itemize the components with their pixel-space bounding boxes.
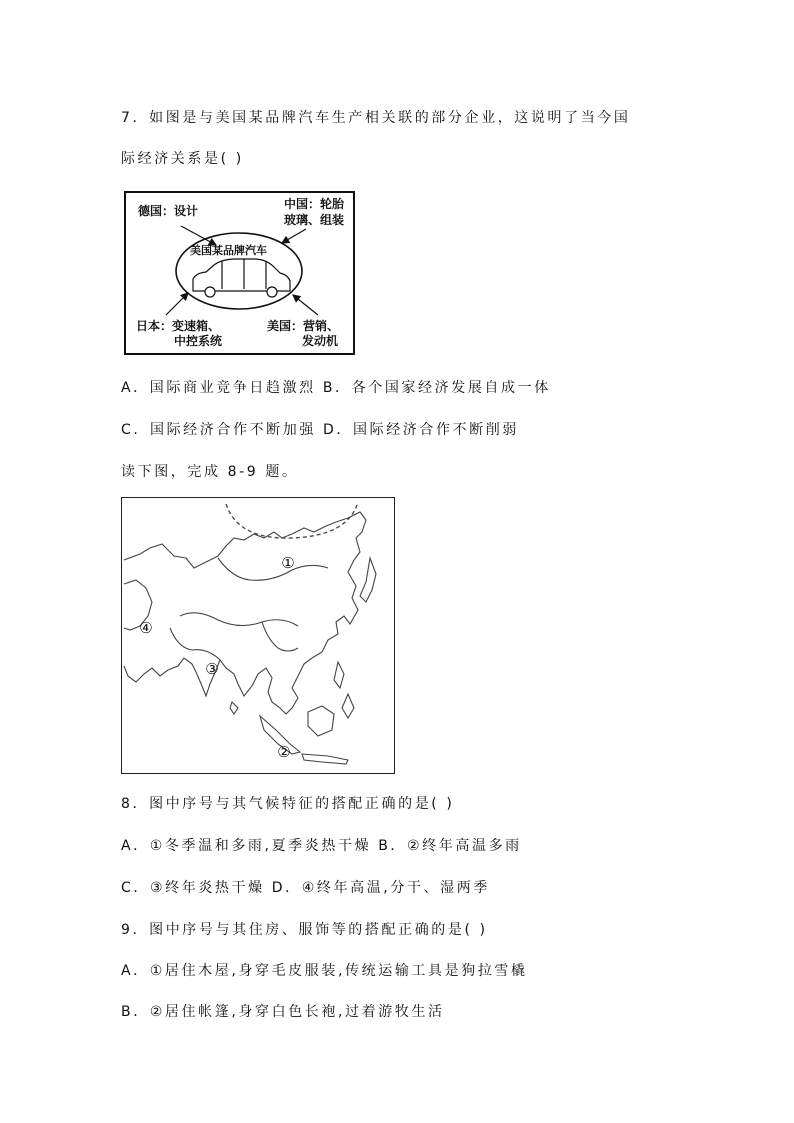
q7-stem-line2: 际经济关系是( ): [121, 151, 244, 167]
label-germany: 德国：设计: [138, 204, 199, 218]
intro-8-9: 读下图，完成 8-9 题。: [121, 464, 299, 480]
label-japan-1: 日本：变速箱、: [136, 319, 221, 333]
sri-lanka: [230, 702, 238, 714]
q8-option-cd: C．③终年炎热干燥 D．④终年高温,分干、湿两季: [121, 880, 490, 896]
map-label-4: ④: [139, 619, 153, 637]
label-center: 美国某品牌汽车: [190, 244, 267, 257]
japan-islands: [360, 558, 376, 602]
borneo: [308, 706, 334, 736]
q8-stem: 8．图中序号与其气候特征的搭配正确的是( ): [121, 796, 455, 812]
inner-border-2: [218, 558, 328, 580]
q9-stem: 9．图中序号与其住房、服饰等的搭配正确的是( ): [121, 922, 488, 938]
asia-map: [121, 497, 395, 774]
arrow-japan: [166, 293, 188, 315]
q8-option-ab: A．①冬季温和多雨,夏季炎热干燥 B．②终年高温多雨: [121, 838, 522, 854]
label-china-1: 中国：轮胎: [284, 197, 345, 211]
inner-border-4: [262, 622, 298, 651]
map-label-1: ①: [281, 554, 295, 572]
car-icon: [193, 259, 290, 297]
map-label-2: ②: [277, 743, 291, 761]
label-china-2: 玻璃、组装: [284, 213, 345, 227]
map-label-3: ③: [205, 660, 219, 678]
label-usa-1: 美国：营销、: [267, 319, 340, 333]
sumatra-java: [260, 716, 348, 764]
label-japan-2: 中控系统: [174, 334, 223, 348]
arrow-usa: [293, 295, 318, 315]
q7-stem-line1: 7．如图是与美国某品牌汽车生产相关联的部分企业，这说明了当今国: [121, 110, 631, 126]
label-usa-2: 发动机: [302, 334, 339, 348]
q9-option-b: B．②居住帐篷,身穿白色长袍,过着游牧生活: [121, 1004, 445, 1020]
taiwan-philippines: [334, 662, 354, 718]
q7-options-line2: C．国际经济合作不断加强 D．国际经济合作不断削弱: [121, 422, 520, 438]
arctic-circle: [226, 502, 358, 538]
inner-border-1: [180, 613, 298, 626]
inner-border-3: [170, 628, 220, 660]
arrow-china: [282, 229, 306, 243]
asia-coastline: [124, 512, 366, 714]
q9-option-a: A．①居住木屋,身穿毛皮服装,传统运输工具是狗拉雪橇: [121, 963, 528, 979]
car-production-figure: [124, 191, 355, 355]
asia-map-graphic: [122, 498, 394, 773]
q7-options-line1: A．国际商业竞争日趋激烈 B．各个国家经济发展自成一体: [121, 380, 551, 396]
